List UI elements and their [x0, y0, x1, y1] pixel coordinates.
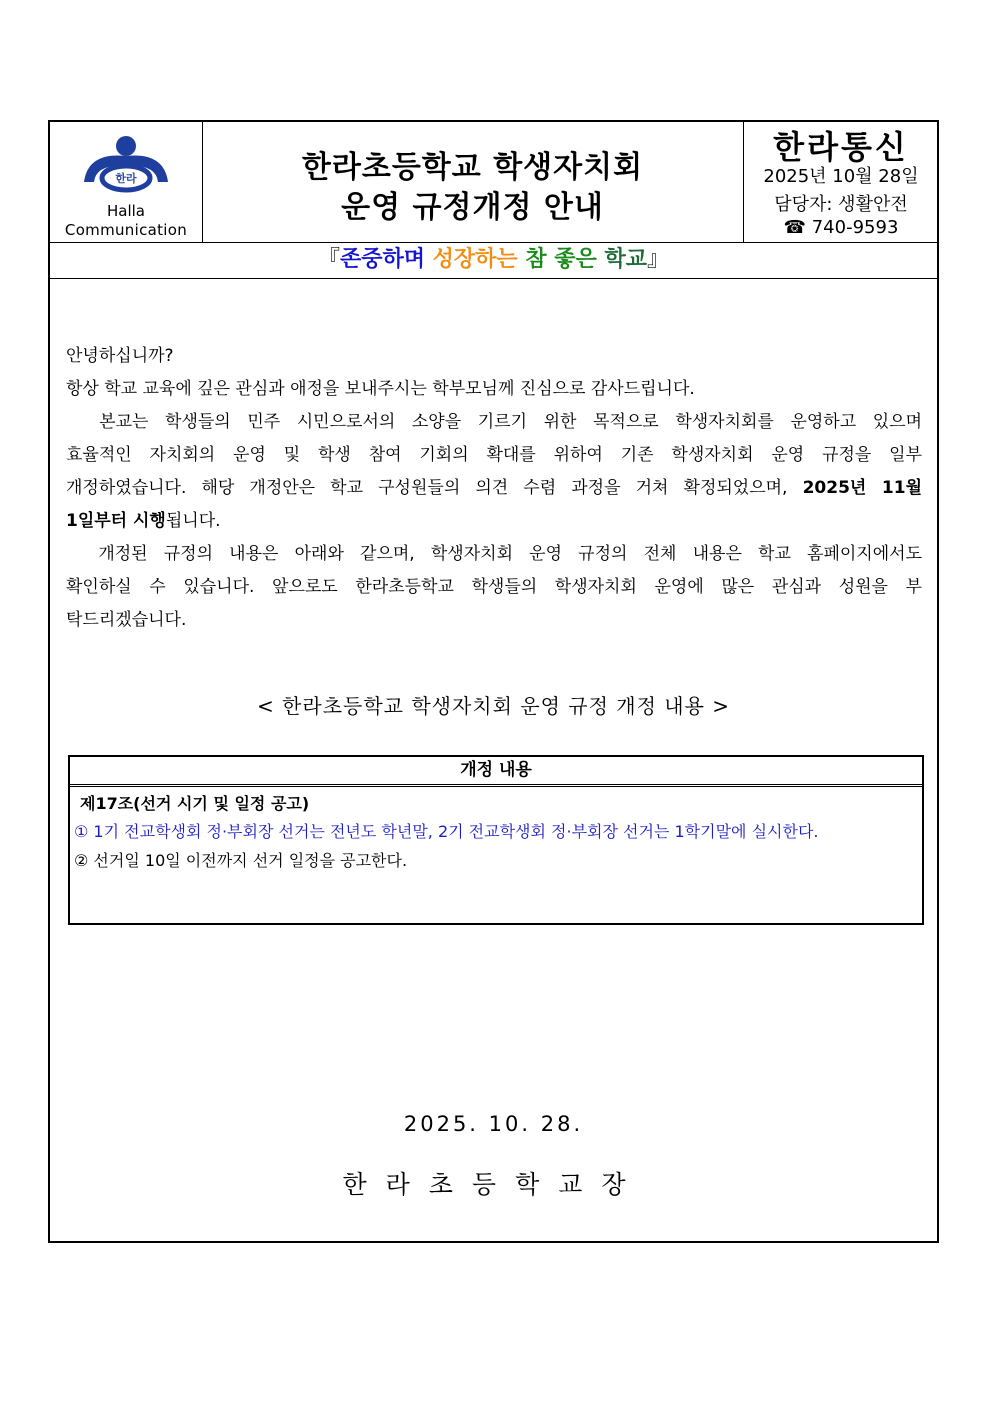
para1-line1: 본교는 학생들의 민주 시민으로서의 소양을 기르기 위한 목적으로 학생자치회를 운영하고 있으며 [66, 412, 922, 432]
para1-line4 [66, 505, 922, 538]
signature-date: 2025. 10. 28. [403, 1112, 584, 1136]
school-slogan [50, 242, 937, 279]
amendment-item-2: ② 선거일 10일 이전까지 선거 일정을 공고한다. [74, 851, 408, 870]
newsletter-info-cell [743, 122, 939, 242]
para2-line2: 확인하실 수 있습니다. 앞으로도 한라초등학교 학생들의 학생자치회 운영에 많은 관심과 성원을 부 [66, 577, 922, 597]
person-in-charge: 담당자: 생활안전 [774, 194, 908, 215]
slogan-part5: 학교 [604, 247, 647, 272]
letter-body [66, 340, 922, 637]
principal-signature: 한라초등학교장 [342, 1170, 645, 1199]
slogan-close-bracket: 』 [647, 247, 670, 272]
newsletter-name: 한라통신 [773, 128, 909, 166]
greeting: 안녕하십니까? [66, 346, 174, 366]
para1-end: 됩니다. [165, 511, 221, 531]
page-title-line2: 운영 규정개정 안내 [341, 190, 604, 225]
phone-number: 740-9593 [811, 217, 899, 238]
para1-line3-text: 개정하였습니다. 해당 개정안은 학교 구성원들의 의견 수렴 과정을 거쳐 확정되었으며, [66, 478, 788, 498]
logo-text-halla: Halla [107, 202, 145, 220]
section-title: < 한라초등학교 학생자치회 운영 규정 개정 내용 > [256, 694, 731, 718]
phone-line [743, 217, 939, 238]
thanks-line: 항상 학교 교육에 깊은 관심과 애정을 보내주시는 학부모님께 진심으로 감사드립니다. [66, 379, 695, 399]
para1-line3 [66, 472, 922, 505]
para2-line1: 개정된 규정의 내용은 아래와 같으며, 학생자치회 운영 규정의 전체 내용은 학교 홈페이지에서도 [66, 544, 922, 564]
amendment-item-1: ① 1기 전교학생회 정·부회장 선거는 전년도 학년말, 2기 전교학생회 정·부회장 선거는 1학기말에 실시한다. [74, 822, 819, 841]
effective-date: 2025년 11월 [802, 478, 923, 498]
newsletter-frame [48, 120, 939, 1243]
slogan-part2: 성장하는 [432, 247, 518, 272]
slogan-part1: 존중하며 [339, 247, 425, 272]
school-logo-icon [80, 132, 172, 202]
logo-cell [50, 122, 203, 242]
effective-start: 1일부터 시행 [66, 511, 166, 531]
amendment-box [68, 755, 924, 925]
page-title-line1: 한라초등학교 학생자치회 [301, 150, 644, 185]
logo-text-communication: Communication [64, 221, 188, 239]
slogan-part3: 참 [525, 247, 547, 272]
amendment-article: 제17조(선거 시기 및 일정 공고) [80, 794, 310, 813]
slogan-open-bracket: 『 [317, 247, 340, 272]
issue-date: 2025년 10월 28일 [763, 166, 919, 187]
logo-mark-text: 한라 [115, 172, 137, 185]
para1-line2: 효율적인 자치회의 운영 및 학생 참여 기회의 확대를 위하여 기존 학생자치회 운영 규정을 일부 [66, 445, 922, 465]
phone-icon: ☎ [783, 217, 806, 238]
amendment-header: 개정 내용 [70, 757, 922, 787]
para2-line3: 탁드리겠습니다. [66, 610, 187, 630]
newsletter-header [50, 122, 937, 243]
slogan-part4: 좋은 [554, 247, 597, 272]
title-cell [202, 122, 744, 242]
